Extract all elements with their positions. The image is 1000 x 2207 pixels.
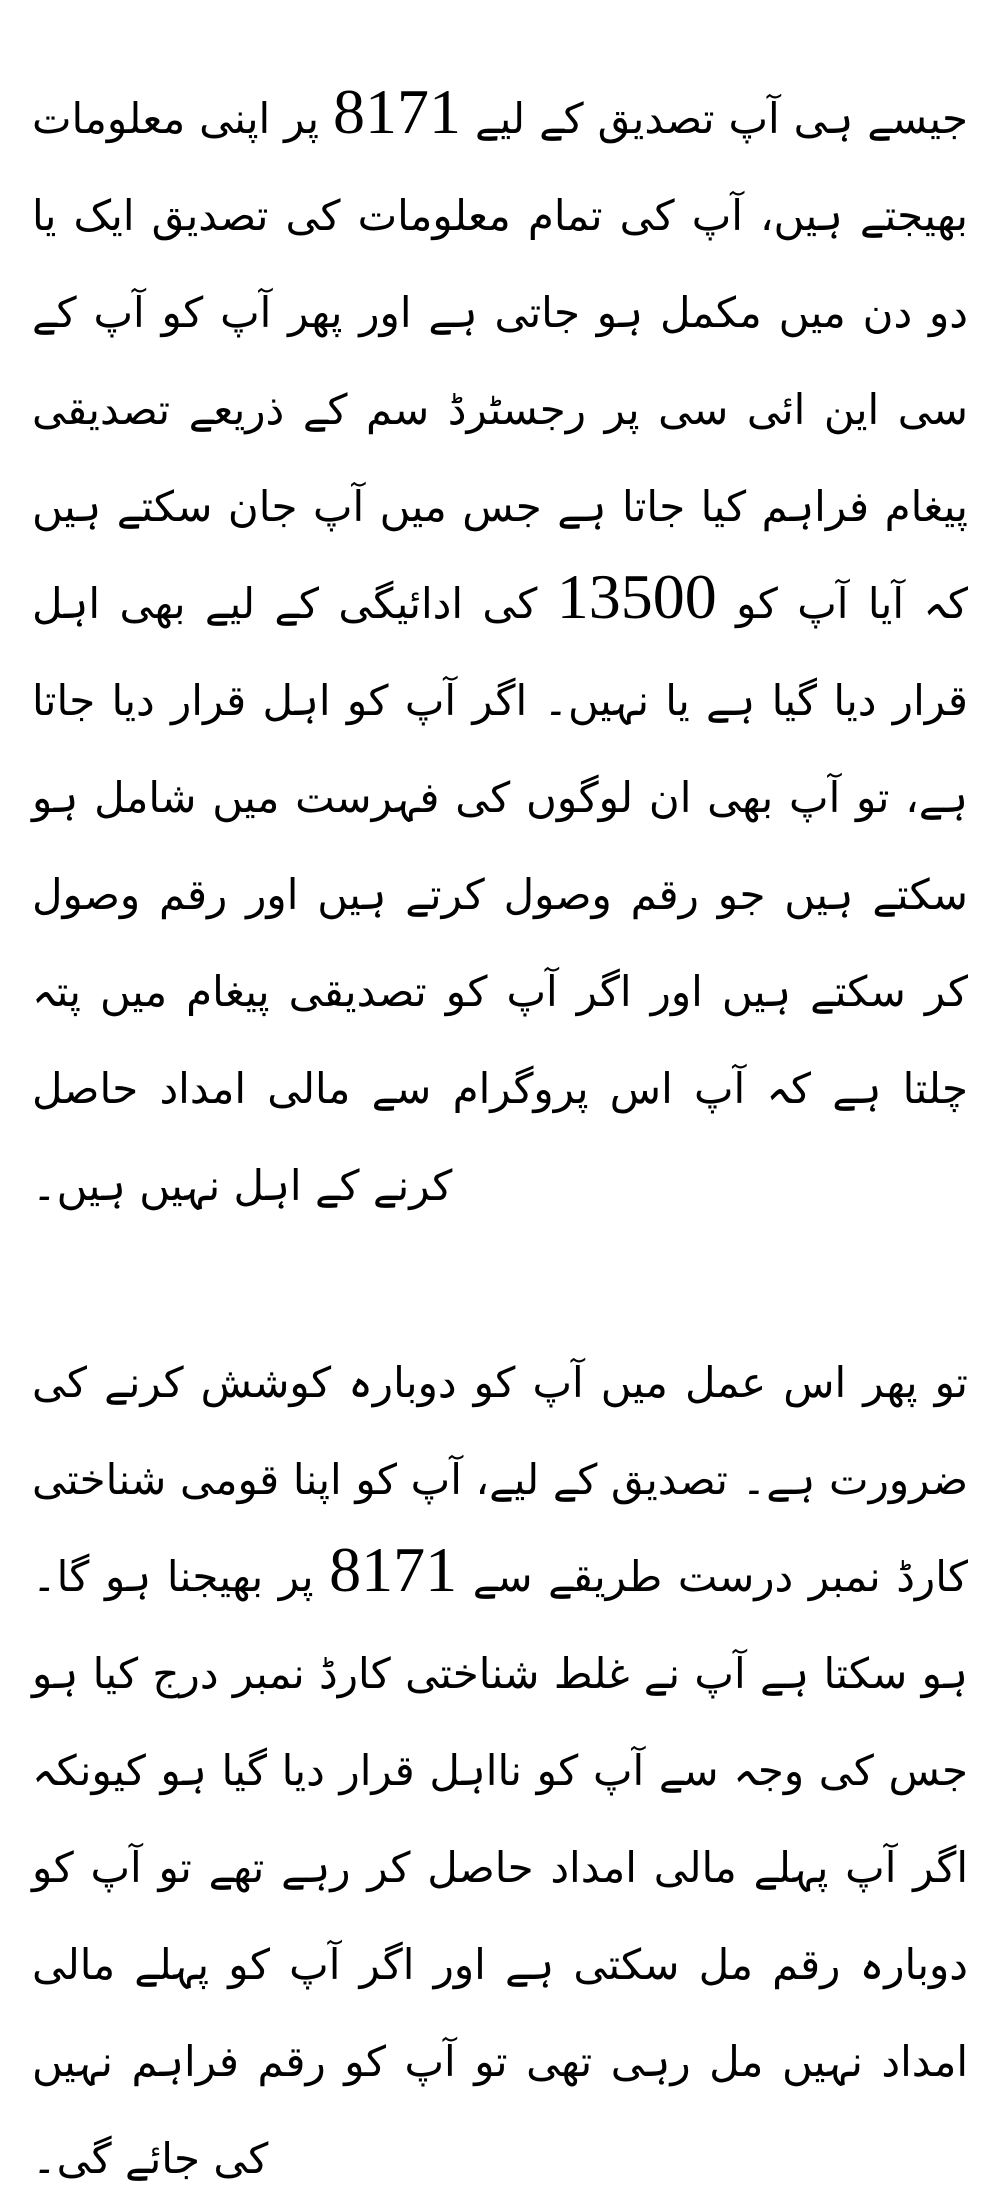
paragraph-1 <box>32 70 968 1234</box>
urdu-text-run: پر اپنی معلومات بھیجتے ہیں، آپ کی تمام معلومات کی تصدیق ایک یا دو دن میں مکمل ہو جاتی ہے اور پھر آپ کو آپ کے سی این ائی سی پر رجسٹرڈ سم کے ذریعے تصدیقی پیغام فراہم کیا جاتا ہے جس میں آپ جان سکتے ہیں کہ آیا آپ کو <box>32 94 968 628</box>
inline-number: 8171 <box>329 1534 458 1605</box>
urdu-text-run: تو پھر اس عمل میں آپ کو دوبارہ کوشش کرنے کی ضرورت ہے۔ تصدیق کے لیے، آپ کو اپنا قومی شناختی کارڈ نمبر درست طریقے سے <box>32 1358 968 1601</box>
urdu-text-run: پر بھیجنا ہو گا۔ ہو سکتا ہے آپ نے غلط شناختی کارڈ نمبر درج کیا ہو جس کی وجہ سے آپ کو نااہل قرار دیا گیا ہو کیونکہ اگر آپ پہلے مالی امداد حاصل کر رہے تھے تو آپ کو دوبارہ رقم مل سکتی ہے اور اگر آپ کو پہلے مالی امداد نہیں مل رہی تھی تو آپ کو رقم فراہم نہیں کی جائے گی۔ <box>32 1552 968 2183</box>
paragraph-2 <box>32 1334 968 2207</box>
urdu-text-run: کی ادائیگی کے لیے بھی اہل قرار دیا گیا ہے یا نہیں۔ اگر آپ کو اہل قرار دیا جاتا ہے، تو آپ بھی ان لوگوں کی فہرست میں شامل ہو سکتے ہیں جو رقم وصول کرتے ہیں اور رقم وصول کر سکتے ہیں اور اگر آپ کو تصدیقی پیغام میں پتہ چلتا ہے کہ آپ اس پروگرام سے مالی امداد حاصل کرنے کے اہل نہیں ہیں۔ <box>32 579 968 1210</box>
article-body <box>32 70 968 2207</box>
urdu-text-run: جیسے ہی آپ تصدیق کے لیے <box>461 94 968 143</box>
inline-number: 8171 <box>333 76 462 147</box>
inline-number: 13500 <box>556 561 717 632</box>
